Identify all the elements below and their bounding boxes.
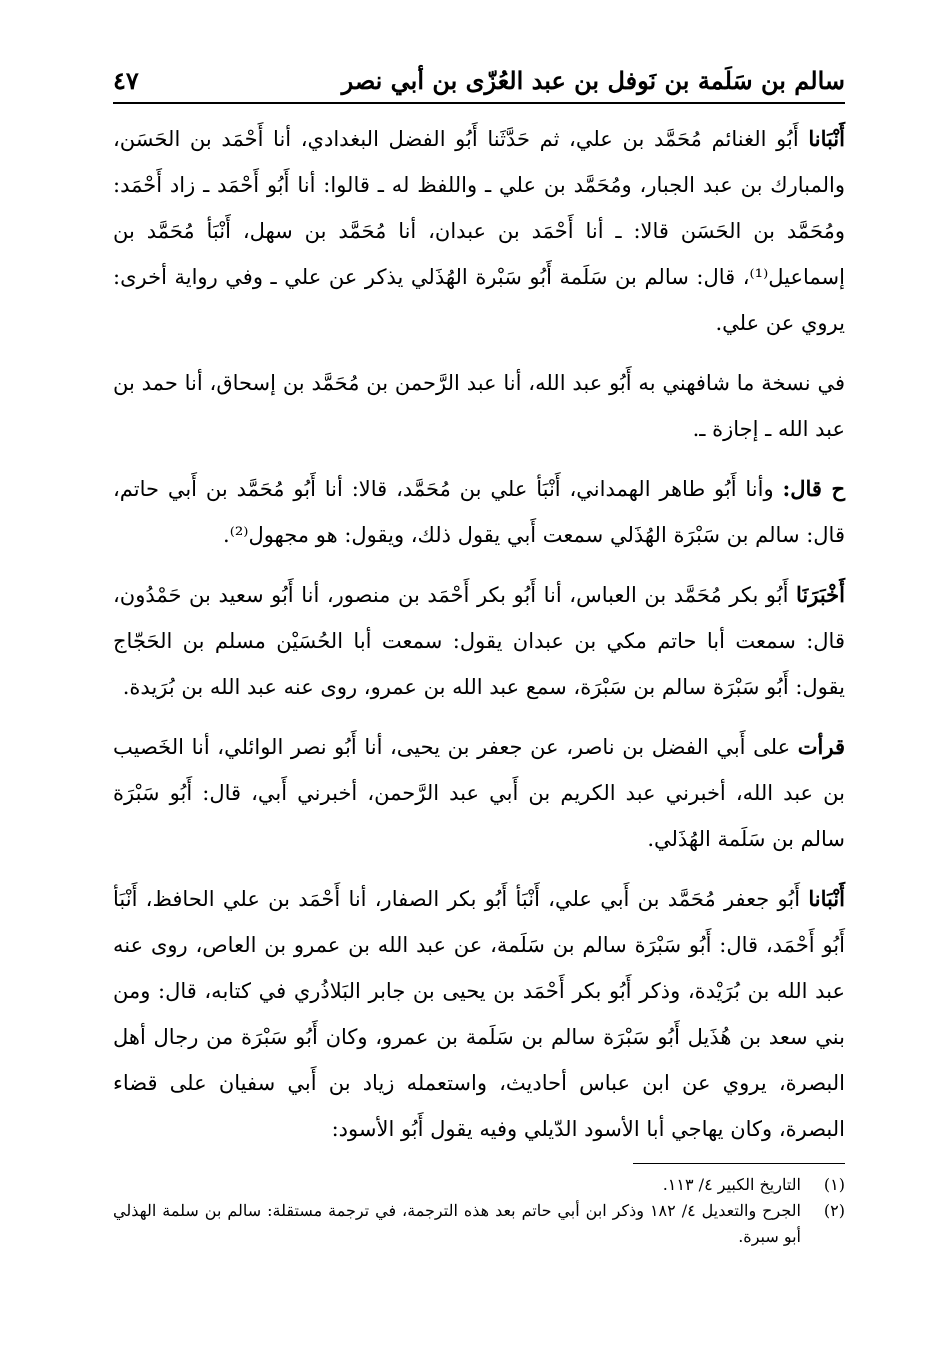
paragraph-text: في نسخة ما شافهني به أَبُو عبد الله، أنا عبد الرَّحمن بن مُحَمَّد بن إسحاق، أنا حمد بن عبد الله ـ إجازة ـ. bbox=[113, 371, 845, 441]
page-number: ٤٧ bbox=[113, 66, 139, 95]
paragraph-lead-word: أَنْبَانا bbox=[808, 126, 845, 151]
paragraph bbox=[113, 466, 845, 558]
footnote-number: (١) bbox=[823, 1175, 845, 1194]
paragraph-lead-word: أَخْبَرَنَا bbox=[796, 582, 845, 607]
main-text bbox=[113, 116, 845, 1166]
footnote bbox=[113, 1172, 845, 1198]
page-header bbox=[113, 62, 845, 104]
paragraph bbox=[113, 572, 845, 710]
paragraph-text: أَبُو بكر مُحَمَّد بن العباس، أنا أَبُو بكر أَحْمَد بن منصور، أنا أَبُو سعيد بن حَمْدُون، قال: سمعت أبا حاتم مكي بن عبدان يقول: سمعت أبا الحُسَيْن مسلم بن الحَجّاج يقول: أَبُو سَبْرَة سالم بن سَبْرَة، سمع عبد الله بن عمرو، روى عنه عبد الله بن بُرَيدة. bbox=[113, 583, 845, 699]
paragraph bbox=[113, 724, 845, 862]
footnote bbox=[113, 1198, 845, 1250]
footnotes bbox=[113, 1172, 845, 1250]
running-title: سالم بن سَلَمة بن نَوفل بن عبد العُزّى بن أبي نصر bbox=[341, 66, 845, 95]
paragraph bbox=[113, 360, 845, 452]
paragraph-text: أَبُو جعفر مُحَمَّد بن أَبي علي، أَنْبَأ أَبُو بكر الصفار، أنا أَحْمَد بن علي الحافظ، أَنْبَأ أَبُو أَحْمَد، قال: أَبُو سَبْرَة سالم بن سَلَمة، عن عبد الله بن عمرو بن العاص، روى عنه عبد الله بن بُرَيْدة، وذكر أَبُو بكر أَحْمَد بن يحيى بن جابر البَلاذُري في كتابه، قال: ومن بني سعد بن هُذَيل أَبُو سَبْرَة سالم بن سَلَمة بن عمرو، وكان أَبُو سَبْرَة من رجال أهل البصرة، يروي عن ابن عباس أحاديث، واستعمله زياد بن أَبي سفيان على قضاء البصرة، وكان يهاجي أبا الأسود الدّيلي وفيه يقول أَبُو الأسود: bbox=[113, 887, 845, 1141]
paragraph-lead-word: قرأت bbox=[797, 734, 845, 759]
footnote-text: التاريخ الكبير ٤/ ١١٣. bbox=[662, 1175, 801, 1194]
paragraph bbox=[113, 876, 845, 1152]
paragraph bbox=[113, 116, 845, 346]
paragraph-text: وأنا أَبُو طاهر الهمداني، أَنْبَأ علي بن مُحَمَّد، قالا: أنا أَبُو مُحَمَّد بن أَبي حاتم، قال: سالم بن سَبْرَة الهُذَلي سمعت أَبي يقول ذلك، ويقول: هو مجهول⁽²⁾. bbox=[113, 477, 845, 547]
paragraph-lead-word: ح قال: bbox=[782, 476, 845, 501]
paragraph-text: على أَبي الفضل بن ناصر، عن جعفر بن يحيى، أنا أَبُو نصر الوائلي، أنا الخَصيب بن عبد الله، أخبرني عبد الكريم بن أَبي عبد الرَّحمن، أخبرني أَبي، قال: أَبُو سَبْرَة سالم بن سَلَمة الهُذَلي. bbox=[113, 735, 845, 851]
footnote-separator bbox=[633, 1163, 845, 1164]
paragraph-lead-word: أَنْبَانا bbox=[808, 886, 845, 911]
paragraph-text: أَبُو الغنائم مُحَمَّد بن علي، ثم حَدَّثَنا أَبُو الفضل البغدادي، أنا أَحْمَد بن الحَسَن، والمبارك بن عبد الجبار، ومُحَمَّد بن علي ـ واللفظ له ـ قالوا: أنا أَبُو أَحْمَد ـ زاد أَحْمَد: ومُحَمَّد بن الحَسَن قالا: ـ أنا أَحْمَد بن عبدان، أنا مُحَمَّد بن سهل، أَنْبَأ مُحَمَّد بن إسماعيل⁽¹⁾، قال: سالم بن سَلَمة أَبُو سَبْرة الهُذَلي يذكر عن علي ـ وفي رواية أخرى: يروي عن علي. bbox=[113, 127, 845, 335]
footnote-text: الجرح والتعديل ٤/ ١٨٢ وذكر ابن أبي حاتم بعد هذه الترجمة، في ترجمة مستقلة: سالم بن سلمة الهذلي أبو سبرة. bbox=[113, 1201, 801, 1246]
footnote-number: (٢) bbox=[823, 1201, 845, 1220]
